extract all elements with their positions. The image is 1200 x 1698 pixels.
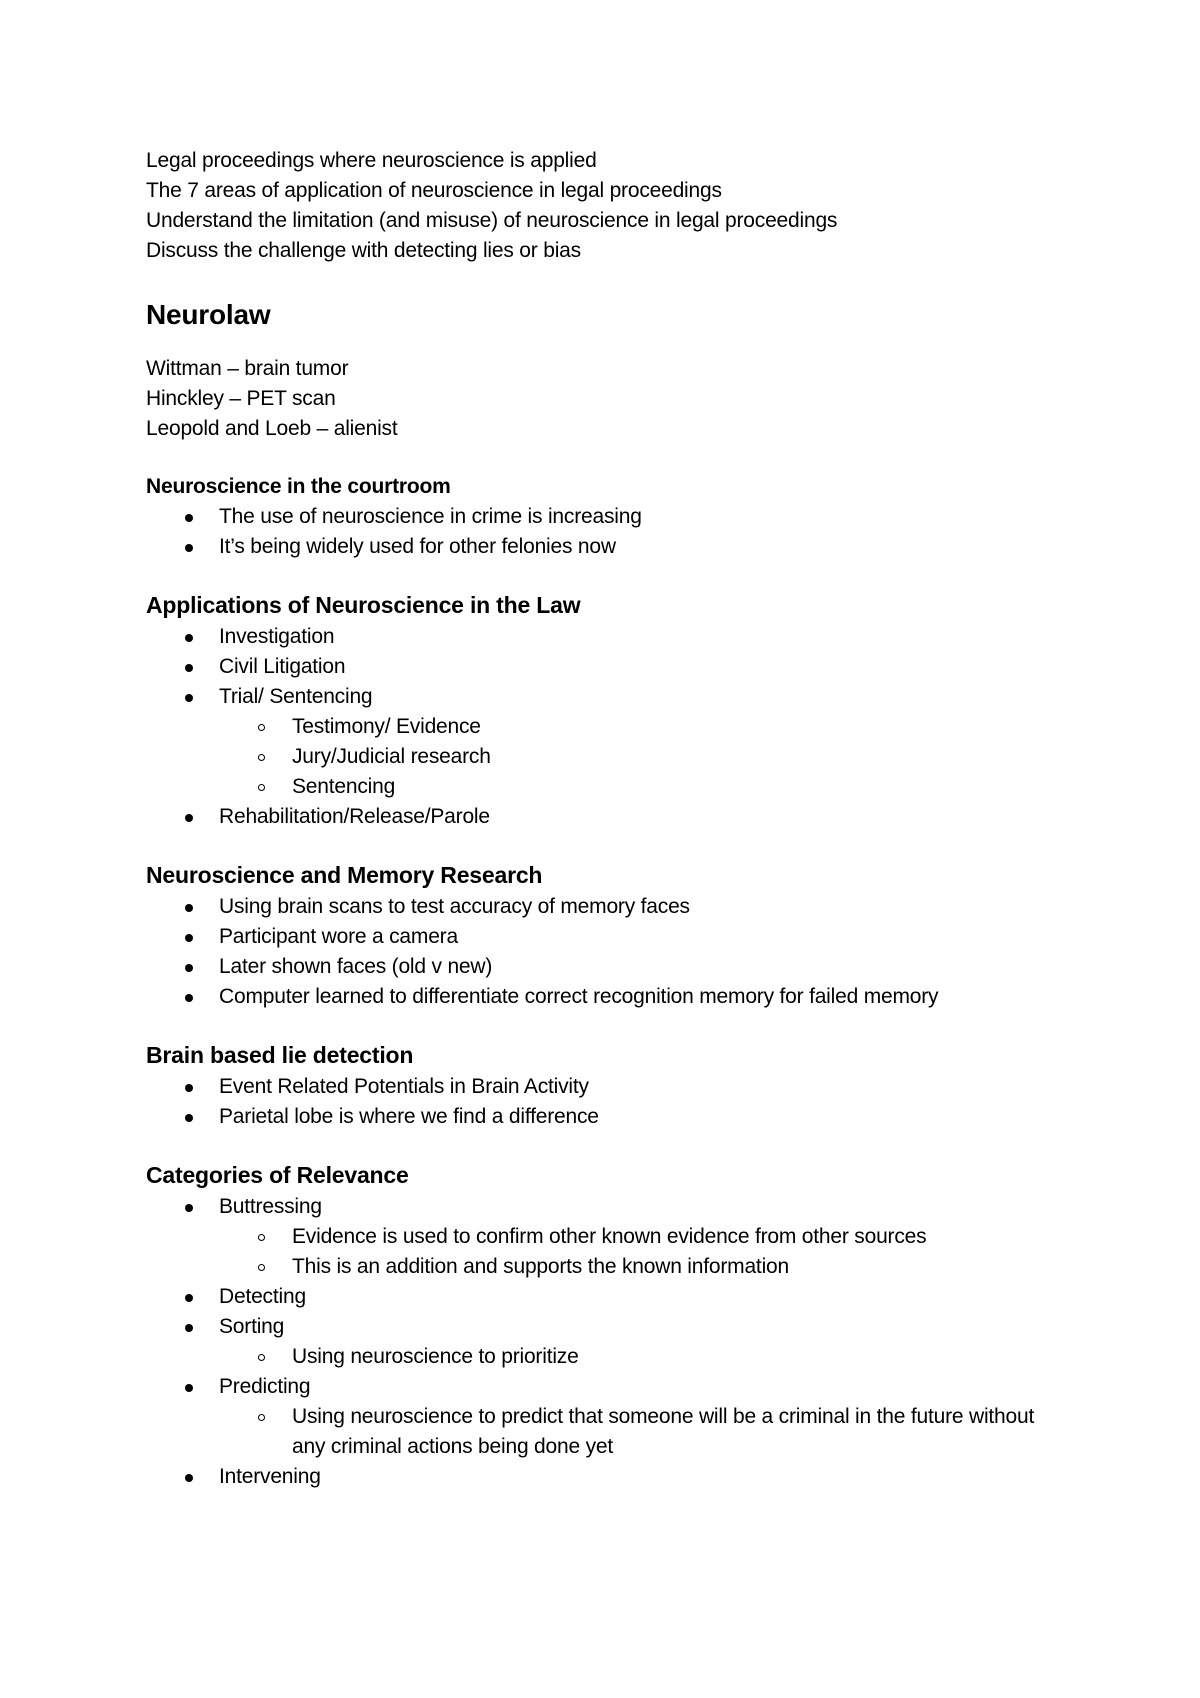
sub-list-item: Sentencing — [219, 772, 1046, 802]
predicting-sublist — [219, 1402, 1046, 1462]
circle-bullet-icon — [258, 1354, 265, 1361]
sub-list-item: Testimony/ Evidence — [219, 712, 1046, 742]
bullet-icon — [185, 1294, 193, 1302]
list-item: Later shown faces (old v new) — [146, 952, 1046, 982]
list-item: Intervening — [146, 1462, 1046, 1492]
circle-bullet-icon — [258, 784, 265, 791]
bullet-icon — [185, 634, 193, 642]
list-item: Civil Litigation — [146, 652, 1046, 682]
list-item: Computer learned to differentiate correct recognition memory for failed memory — [146, 982, 1046, 1012]
case-line: Leopold and Loeb – alienist — [146, 417, 398, 440]
case-line: Wittman – brain tumor — [146, 357, 349, 380]
list-item: The use of neuroscience in crime is increasing — [146, 502, 1046, 532]
circle-bullet-icon — [258, 1414, 265, 1421]
courtroom-list — [146, 502, 1046, 562]
intro-line: Legal proceedings where neuroscience is applied — [146, 149, 597, 172]
memory-list — [146, 892, 1046, 1012]
list-item: Trial/ Sentencing Testimony/ Evidence Jury/Judicial research Sentencing — [146, 682, 1046, 802]
bullet-icon — [185, 1474, 193, 1482]
list-item: Predicting Using neuroscience to predict that someone will be a criminal in the future without any criminal actions being done yet — [146, 1372, 1046, 1462]
bullet-icon — [185, 1114, 193, 1122]
heading-lie-detection: Brain based lie detection — [146, 1042, 414, 1068]
list-item: Buttressing Evidence is used to confirm other known evidence from other sources This is an addition and supports the known information — [146, 1192, 1046, 1282]
circle-bullet-icon — [258, 754, 265, 761]
list-item: It’s being widely used for other felonies now — [146, 532, 1046, 562]
list-item: Using brain scans to test accuracy of memory faces — [146, 892, 1046, 922]
document-content — [146, 146, 1046, 1492]
buttressing-sublist — [219, 1222, 1046, 1282]
bullet-icon — [185, 544, 193, 552]
sorting-sublist — [219, 1342, 1046, 1372]
relevance-list — [146, 1192, 1046, 1492]
bullet-icon — [185, 1084, 193, 1092]
list-item: Parietal lobe is where we find a difference — [146, 1102, 1046, 1132]
list-item: Rehabilitation/Release/Parole — [146, 802, 1046, 832]
bullet-icon — [185, 1204, 193, 1212]
bullet-icon — [185, 814, 193, 822]
list-item: Detecting — [146, 1282, 1046, 1312]
circle-bullet-icon — [258, 1264, 265, 1271]
sub-list-item: Jury/Judicial research — [219, 742, 1046, 772]
trial-sublist — [219, 712, 1046, 802]
bullet-icon — [185, 664, 193, 672]
heading-memory: Neuroscience and Memory Research — [146, 862, 543, 888]
bullet-icon — [185, 934, 193, 942]
bullet-icon — [185, 994, 193, 1002]
bullet-icon — [185, 964, 193, 972]
applications-list — [146, 622, 1046, 832]
case-line: Hinckley – PET scan — [146, 387, 336, 410]
circle-bullet-icon — [258, 724, 265, 731]
heading-courtroom: Neuroscience in the courtroom — [146, 475, 451, 498]
intro-line: The 7 areas of application of neuroscience in legal proceedings — [146, 179, 722, 202]
sub-list-item: Using neuroscience to prioritize — [219, 1342, 1046, 1372]
bullet-icon — [185, 694, 193, 702]
list-item: Sorting Using neuroscience to prioritize — [146, 1312, 1046, 1372]
sub-list-item: Using neuroscience to predict that someone will be a criminal in the future without any criminal actions being done yet — [219, 1402, 1052, 1462]
intro-line: Understand the limitation (and misuse) of neuroscience in legal proceedings — [146, 209, 838, 232]
bullet-icon — [185, 1384, 193, 1392]
lie-detection-list — [146, 1072, 1046, 1132]
sub-list-item: This is an addition and supports the known information — [219, 1252, 1046, 1282]
list-item: Event Related Potentials in Brain Activity — [146, 1072, 1046, 1102]
heading-applications: Applications of Neuroscience in the Law — [146, 592, 581, 618]
heading-relevance: Categories of Relevance — [146, 1162, 409, 1188]
bullet-icon — [185, 1324, 193, 1332]
list-item: Participant wore a camera — [146, 922, 1046, 952]
intro-line: Discuss the challenge with detecting lies or bias — [146, 239, 581, 262]
circle-bullet-icon — [258, 1234, 265, 1241]
sub-list-item: Evidence is used to confirm other known evidence from other sources — [219, 1222, 1046, 1252]
bullet-icon — [185, 514, 193, 522]
list-item: Investigation — [146, 622, 1046, 652]
bullet-icon — [185, 904, 193, 912]
heading-neurolaw: Neurolaw — [146, 299, 271, 330]
